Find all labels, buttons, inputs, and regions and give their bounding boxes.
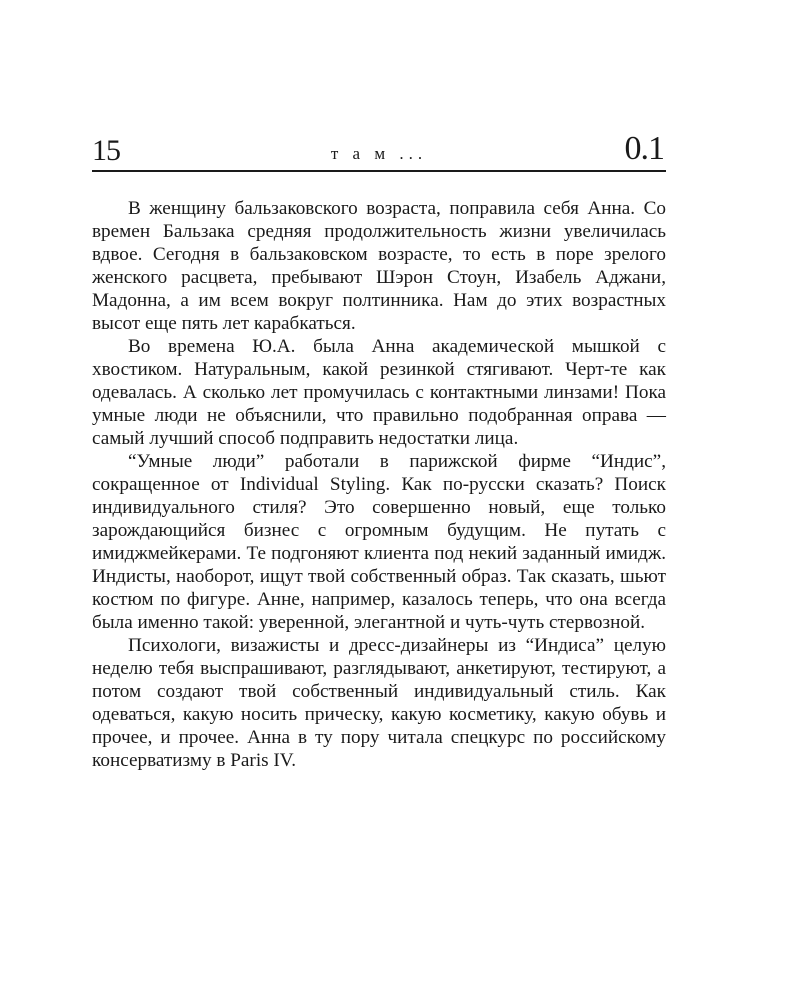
page-number: 15	[92, 134, 120, 167]
header-rule	[92, 170, 666, 172]
paragraph-1: В женщину бальзаковского возраста, поправила себя Анна. Со времен Бальзака средняя продолжительность жизни увеличилась вдвое. Сегодня в бальзаковском возрасте, то есть в поре зрелого женского расцвета, пребывают Шэрон Стоун, Изабель Аджани, Мадонна, а им всем вокруг полтинника. Нам до этих возрастных высот еще пять лет карабкаться.	[92, 198, 666, 334]
paragraph-3: “Умные люди” работали в парижской фирме “Индис”, сокращенное от Individual Styling. Как по-русски сказать? Поиск индивидуального стиля? Это совершенно новый, еще только зарождающийся бизнес с огромным будущим. Не путать с имиджмейкерами. Те подгоняют клиента под некий заданный имидж. Индисты, наоборот, ищут твой собственный образ. Так сказать, шьют костюм по фигуре. Анне, например, казалось теперь, что она всегда была именно такой: уверенной, элегантной и чуть-чуть стервозной.	[92, 451, 666, 633]
section-number: 0.1	[624, 130, 664, 167]
body-text	[92, 197, 666, 772]
paragraph-4: Психологи, визажисты и дресс-дизайнеры из “Индиса” целую неделю тебя выспрашивают, разглядывают, анкетируют, тестируют, а потом создают твой собственный индивидуальный стиль. Как одеваться, какую носить прическу, какую косметику, какую обувь и прочее, и прочее. Анна в ту пору читала спецкурс по российскому консерватизму в Paris IV.	[92, 635, 666, 771]
running-head: т а м ...	[330, 144, 428, 163]
paragraph-2: Во времена Ю.А. была Анна академической мышкой с хвостиком. Натуральным, какой резинкой стягивают. Черт-те как одевалась. А сколько лет промучилась с контактными линзами! Пока умные люди не объяснили, что правильно подобранная оправа — самый лучший способ подправить недостатки лица.	[92, 336, 666, 449]
page-header	[92, 128, 666, 170]
